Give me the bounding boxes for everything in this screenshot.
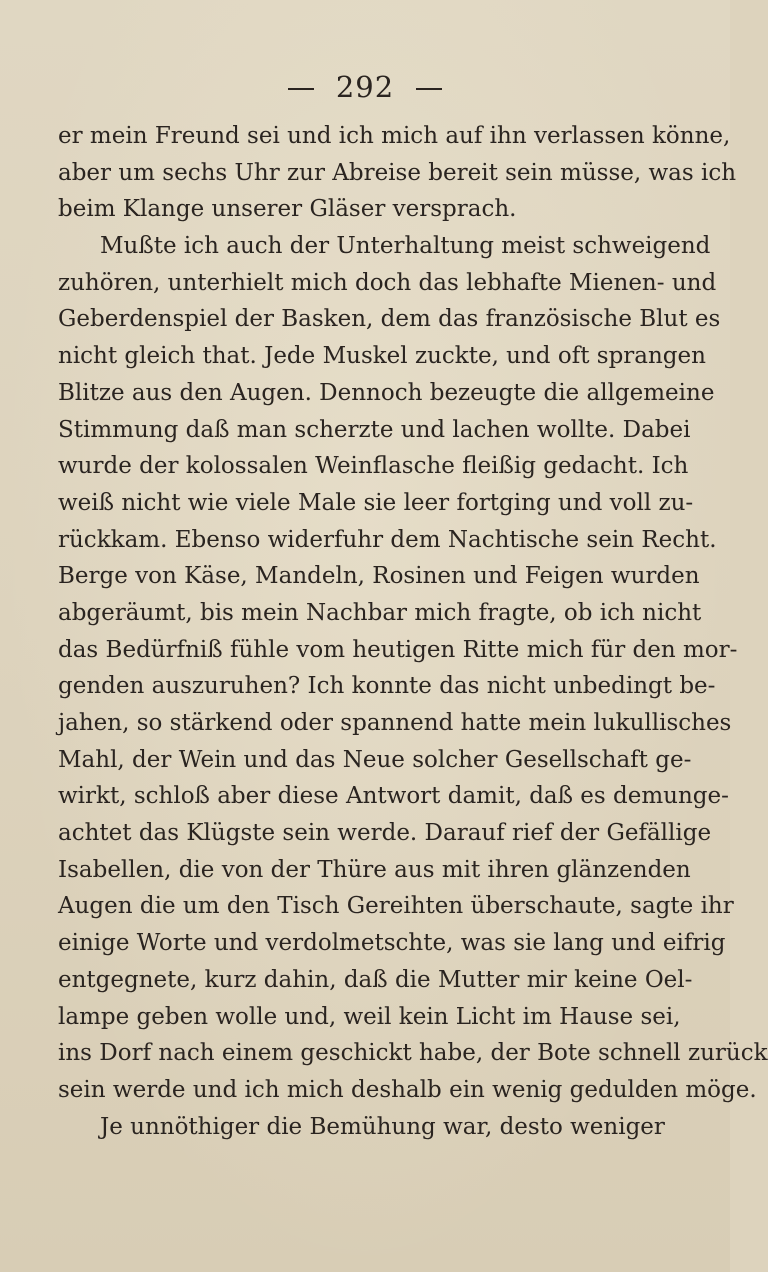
left-dash	[288, 88, 314, 90]
page-number-header	[0, 70, 730, 104]
text-line-20: achtet das Klügste sein werde. Darauf rief der Gefällige	[58, 820, 712, 847]
text-line-25: lampe geben wolle und, weil kein Licht im Hause sei,	[58, 1003, 681, 1030]
text-line-6: Geberdenspiel der Basken, dem das französische Blut es	[58, 306, 721, 333]
text-line-13: Berge von Käse, Mandeln, Rosinen und Feigen wurden	[58, 563, 700, 590]
text-line-10: wurde der kolossalen Weinflasche fleißig gedacht. Ich	[58, 453, 689, 480]
text-line-17: jahen, so stärkend oder spannend hatte mein lukullisches	[58, 710, 732, 736]
text-line-1: er mein Freund sei und ich mich auf ihn verlassen könne,	[58, 123, 731, 149]
text-line-5: zuhören, unterhielt mich doch das lebhafte Mienen- und	[58, 269, 717, 296]
text-line-16: genden auszuruhen? Ich konnte das nicht unbedingt be-	[58, 673, 716, 700]
right-dash	[416, 88, 442, 90]
text-line-22: Augen die um den Tisch Gereihten überschaute, sagte ihr	[58, 893, 734, 920]
text-line-8: Blitze aus den Augen. Dennoch bezeugte die allgemeine	[58, 379, 715, 406]
text-line-11: weiß nicht wie viele Male sie leer fortging und voll zu-	[58, 489, 694, 516]
text-line-28: Je unnöthiger die Bemühung war, desto weniger	[100, 1113, 665, 1140]
text-line-24: entgegnete, kurz dahin, daß die Mutter mir keine Oel-	[58, 966, 693, 993]
text-line-23: einige Worte und verdolmetschte, was sie lang und eifrig	[58, 930, 726, 957]
text-line-18: Mahl, der Wein und das Neue solcher Gesellschaft ge-	[58, 746, 692, 773]
text-line-12: rückkam. Ebenso widerfuhr dem Nachtische sein Recht.	[58, 526, 717, 553]
text-line-15: das Bedürfniß fühle vom heutigen Ritte mich für den mor-	[58, 636, 738, 663]
text-line-7: nicht gleich that. Jede Muskel zuckte, und oft sprangen	[58, 343, 706, 370]
text-line-19: wirkt, schloß aber diese Antwort damit, daß es demunge-	[58, 783, 729, 810]
text-line-3: beim Klange unserer Gläser versprach.	[58, 196, 517, 223]
text-line-21: Isabellen, die von der Thüre aus mit ihren glänzenden	[58, 856, 691, 883]
text-line-27: sein werde und ich mich deshalb ein wenig gedulden möge.	[58, 1076, 757, 1103]
text-line-9: Stimmung daß man scherzte und lachen wollte. Dabei	[58, 416, 691, 443]
text-line-26: ins Dorf nach einem geschickt habe, der Bote schnell zurück	[58, 1040, 768, 1067]
page-number: 292	[335, 70, 395, 104]
text-line-4: Mußte ich auch der Unterhaltung meist schweigend	[100, 233, 711, 260]
text-line-2: aber um sechs Uhr zur Abreise bereit sein müsse, was ich	[58, 159, 737, 186]
text-line-14: abgeräumt, bis mein Nachbar mich fragte, ob ich nicht	[58, 599, 702, 626]
body-text	[58, 118, 768, 1145]
